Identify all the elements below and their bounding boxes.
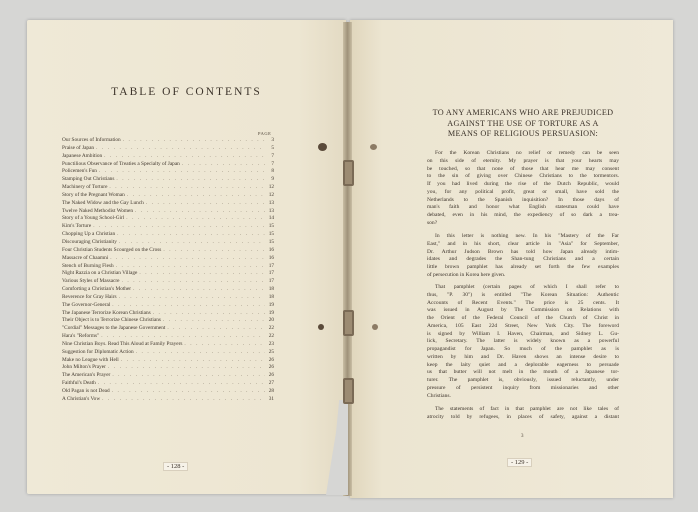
text-line: thus, "P. 30") is entitled "The Korean Situation: Authentic [427,291,619,298]
toc-leader-dots [163,247,265,255]
toc-entry-title: Comforting a Christian's Mother [62,286,132,293]
page-number: 3 [521,434,524,439]
toc-entry-title: Make no League with Hell [62,356,119,363]
text-line: you, for any political profit, great or small, have sold the [427,188,619,195]
toc-leader-dots [121,357,265,365]
toc-entry [62,372,274,380]
toc-leader-dots [153,310,265,318]
toc-entry [62,255,274,263]
toc-entry-title: Praise of Japan [62,144,95,151]
toc-list [62,137,274,404]
text-line: be touched, so that none of those that hear me may consent [427,165,619,172]
left-folio: - 128 - [163,462,188,471]
paragraph-2 [427,233,619,280]
toc-entry-title: Various Styles of Massacre [62,278,120,285]
toc-leader-dots [110,255,265,263]
text-line: Dr. Arthur Judson Brown has told how Japan already intim- [427,248,619,255]
toc-entry-title: Reverence for Gray Hairs [62,293,117,300]
toc-title: TABLE OF CONTENTS [111,86,262,98]
toc-entry-title: Kim's Torture [62,223,92,230]
text-line: Netherlands to the Spanish inquisition? In those days of [427,196,619,203]
toc-leader-dots [112,372,265,380]
toc-entry-title: Twelve Naked Methodist Women [62,207,134,214]
toc-entry-title: Discouraging Christianity [62,238,117,245]
paragraph-1 [427,150,619,228]
toc-entry-page: 9 [271,176,274,183]
toc-entry-page: 12 [268,191,274,198]
toc-entry-title: Stench of Burning Flesh [62,262,114,269]
toc-leader-dots [135,208,265,216]
toc-entry-page: 7 [271,160,274,167]
toc-leader-dots [182,161,265,169]
toc-entry-page: 13 [268,199,274,206]
text-line: atrocity told by refugees, in places of safety, against a distant [427,413,619,420]
heading-line: TO ANY AMERICANS WHO ARE PREJUDICED [432,108,614,117]
text-line: of persecution in Korea here given. [427,271,506,278]
toc-entry [62,302,274,310]
toc-leader-dots [109,184,265,192]
toc-entry-title: Our Sources of Information [62,137,121,143]
toc-entry-page: 5 [271,144,274,151]
toc-leader-dots [126,215,265,223]
toc-entry-page: 16 [268,246,274,253]
text-line: Christians. [427,392,451,399]
toc-entry [62,325,274,333]
toc-entry [62,349,274,357]
text-line: the Orient of the Federal Council of the Church of Christ in [427,315,619,321]
toc-entry-page: 25 [268,348,274,355]
paragraph-3 [427,284,619,400]
toc-leader-dots [163,317,265,325]
toc-entry-title: Old Pagan is not Dead [62,388,110,394]
toc-entry-page: 26 [268,356,274,363]
toc-entry [62,341,274,349]
toc-entry-title: Four Christian Students Scourged on the Cross [62,246,162,253]
toc-entry [62,396,274,404]
text-line: Accounts of Recent Events." The price is 25 cents. It [427,299,619,306]
toc-entry-page: 13 [268,207,274,214]
toc-entry [62,270,274,278]
toc-leader-dots [98,380,265,388]
toc-entry [62,200,274,208]
toc-leader-dots [167,325,265,333]
toc-entry [62,153,274,161]
toc-entry [62,364,274,372]
toc-leader-dots [122,278,265,286]
toc-entry [62,357,274,365]
toc-entry-page: 22 [268,333,274,340]
staple-top [343,160,354,186]
toc-entry-page: 17 [268,278,274,285]
toc-entry-page: 3 [271,137,274,143]
staple-middle [343,310,354,336]
toc-leader-dots [112,388,265,396]
toc-entry [62,310,274,318]
toc-entry [62,380,274,388]
toc-leader-dots [123,137,265,145]
toc-entry-title: Story of a Young School-Girl [62,215,125,222]
toc-entry-page: 15 [268,238,274,245]
text-line: little brown pamphlet has already set forth the few examples [427,264,619,270]
text-line: written by him and Dr. Haven shows an intense desire to [427,353,619,360]
binding-hole-top [318,143,327,151]
text-line: idates and degrades the Shan-tung Christians and a certain [427,256,619,263]
toc-entry-title: The Japanese Terrorize Korean Christians [62,309,151,316]
toc-leader-dots [93,223,265,231]
toc-entry [62,176,274,184]
toc-entry-page: 8 [271,168,274,175]
toc-leader-dots [102,396,265,404]
toc-entry-page: 15 [268,231,274,238]
toc-entry-title: A Christian's Vow [62,395,101,402]
toc-entry-page: 7 [271,152,274,159]
right-folio: - 129 - [507,458,532,467]
text-line: propagandist for Japan. So much of the pamphlet as is [427,346,619,352]
toc-leader-dots [184,341,265,349]
toc-entry [62,184,274,192]
toc-entry-page: 16 [268,254,274,261]
toc-entry [62,388,274,396]
toc-entry-title: Suggestion for Diplomatic Action [62,348,134,355]
text-line: is signed by William I. Haven, Chairman, and Sidney L. Gu- [427,330,619,337]
text-line: man's faith and honor what English statesman could have [427,204,619,211]
toc-entry-page: 19 [268,309,274,316]
toc-leader-dots [116,176,265,184]
toc-entry-page: 23 [268,340,274,347]
text-line: For the Korean Christians no relief or remedy can be seen [435,150,619,156]
binding-hole-top-right [370,144,377,150]
toc-entry-page: 14 [268,215,274,222]
toc-entry-title: Japanese Ambition [62,152,103,159]
toc-entry-title: John Milton's Prayer [62,364,106,371]
toc-entry-page: 26 [268,364,274,371]
toc-leader-dots [117,231,265,239]
toc-entry-title: The Governor-General [62,301,111,308]
toc-entry-page: 18 [268,293,274,300]
toc-entry [62,168,274,176]
toc-leader-dots [101,333,265,341]
toc-entry [62,333,274,341]
toc-entry-page: 17 [268,262,274,269]
toc-entry-title: Punctilious Observance of Treaties a Specialty of Japan [62,160,180,167]
toc-entry-title: Policemen's Fun [62,168,97,175]
text-line: keep the laity quiet and a deplorable eagerness to persuade [427,361,619,368]
binding-hole-lower [318,324,324,330]
toc-entry [62,286,274,294]
toc-entry [62,294,274,302]
toc-entry [62,263,274,271]
toc-entry-title: "Cordial" Messages to the Japanese Government [62,325,166,332]
toc-entry [62,231,274,239]
text-line: In this letter is nothing new. In his "Mastery of the Far [435,233,619,239]
toc-entry [62,145,274,153]
toc-entry [62,137,274,145]
text-line: debated, even in his mind, the expediency of so dark a trea- [427,212,619,218]
toc-entry-page: 18 [268,286,274,293]
toc-leader-dots [99,168,265,176]
text-line: If you had lived during the rise of the Dutch Republic, would [427,181,619,187]
toc-leader-dots [112,302,265,310]
toc-entry-title: Machinery of Torture [62,184,108,191]
toc-entry-title: Night Razzia on a Christian Village [62,270,138,277]
text-line: The statements of fact in that pamphlet are not like tales of [435,406,619,412]
toc-entry-title: Stamping Out Christians [62,176,115,183]
toc-leader-dots [136,349,265,357]
paragraph-4 [427,406,619,422]
toc-entry-title: Story of the Pregnant Woman [62,191,125,198]
toc-entry [62,239,274,247]
text-line: was issued in August by The Commission on Relations with [427,307,619,314]
toc-entry [62,215,274,223]
text-line: us that butter will not melt in the mouth of a Japanese tor- [427,369,619,376]
toc-leader-dots [127,192,265,200]
toc-entry-page: 12 [268,184,274,191]
text-line: turer. The pamphlet is, obviously, issued reluctantly, under [427,377,619,383]
toc-entry-title: Faithful's Death [62,380,96,387]
toc-entry [62,247,274,255]
text-line: pressure of persistent inquiry from missionaries and other [427,384,619,391]
toc-page-column-header: PAGE [258,131,272,136]
toc-leader-dots [133,286,265,294]
toc-leader-dots [119,239,265,247]
toc-leader-dots [116,263,265,271]
toc-entry-title: Hara's "Reforms" [62,333,100,340]
toc-entry-page: 31 [268,395,274,402]
text-line: to the sin of giving over Chinese Christians to the tormentors. [427,173,619,180]
toc-entry-title: The Naked Widow and the Gay Lunch [62,199,144,206]
toc-entry-page: 17 [268,270,274,277]
toc-entry-title: Chopping Up a Christian [62,231,116,238]
toc-entry-page: 27 [268,380,274,387]
toc-entry-title: The American's Prayer [62,372,111,379]
toc-leader-dots [119,294,265,302]
toc-leader-dots [108,364,265,372]
text-line: That pamphlet (certain pages of which I shall refer to [435,284,619,290]
text-line: East," and in his short, clear article in "Asia" for September, [427,240,619,247]
staple-bottom [343,378,354,404]
toc-entry-page: 19 [268,301,274,308]
toc-entry-page: 15 [268,223,274,230]
heading-line: AGAINST THE USE OF TORTURE AS A [447,118,599,128]
text-line: America, 105 East 22d Street, New York City. The foreword [427,322,619,329]
toc-leader-dots [104,153,265,161]
toc-entry [62,161,274,169]
toc-entry-title: Nine Christian Boys. Read This Aloud at Family Prayers [62,340,183,347]
toc-entry-page: 26 [268,372,274,379]
toc-entry [62,223,274,231]
text-line: on this side of eternity. My prayer is that your hearts may [427,157,619,164]
toc-entry [62,192,274,200]
toc-entry [62,278,274,286]
text-line: lick, Secretary. The latter is widely known as a powerful [427,338,619,345]
toc-leader-dots [146,200,265,208]
toc-entry-title: Their Object is to Terrorize Chinese Christians [62,317,161,324]
letter-heading [423,108,623,140]
text-line: son? [427,219,438,226]
binding-hole-lower-right [372,324,378,330]
toc-entry-title: Massacre of Chaamni [62,254,109,261]
toc-entry-page: 22 [268,325,274,332]
heading-line: MEANS OF RELIGIOUS PERSUASION: [447,129,599,138]
toc-entry-page: 28 [268,388,274,394]
toc-leader-dots [96,145,265,153]
toc-entry-page: 20 [268,317,274,324]
toc-entry [62,317,274,325]
toc-leader-dots [139,270,265,278]
